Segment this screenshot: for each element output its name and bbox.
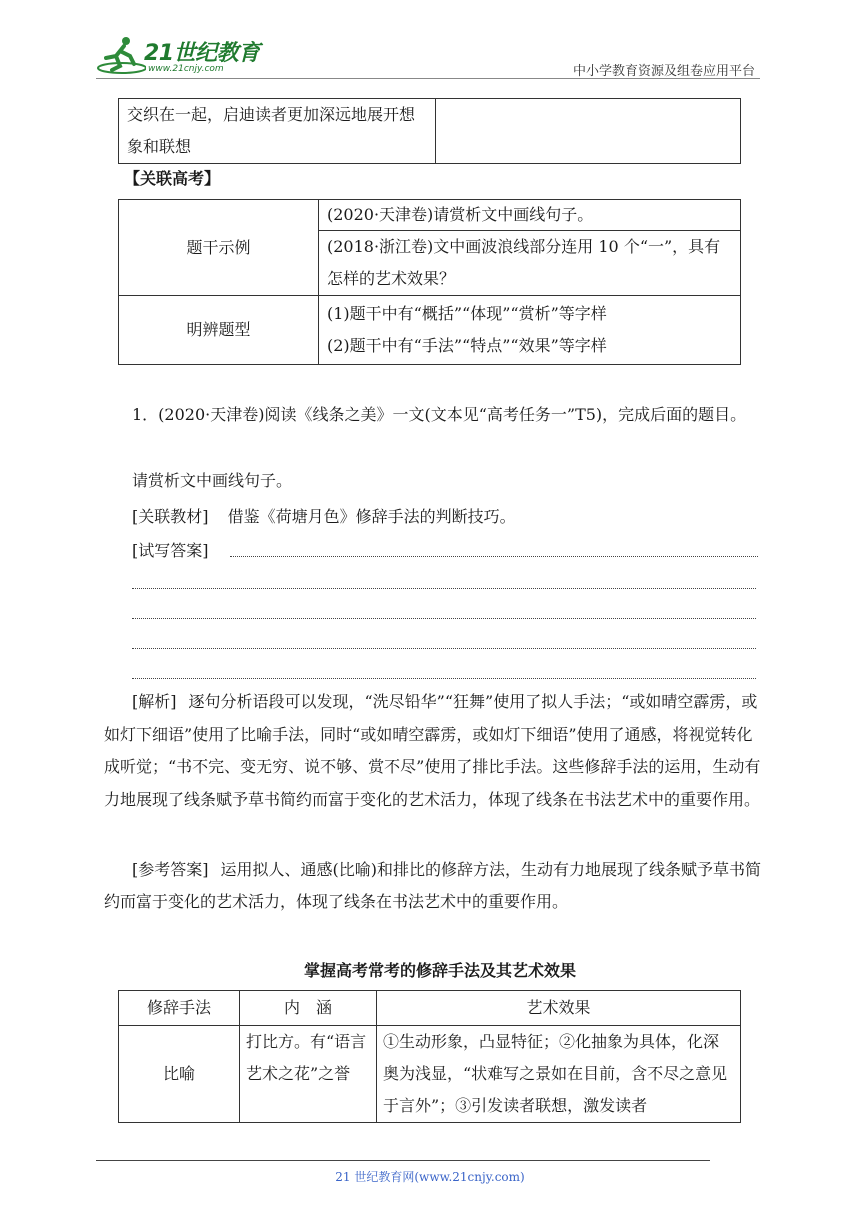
- continued-table: [118, 98, 741, 164]
- answer-line-1[interactable]: [230, 556, 758, 557]
- label-question-type: [119, 296, 319, 365]
- header-effect: 艺术效果: [377, 991, 741, 1026]
- answer-line-4[interactable]: [132, 648, 756, 649]
- header-device: 修辞手法: [119, 991, 240, 1026]
- question-type-cell: [319, 296, 741, 365]
- continued-cell-right: [436, 99, 741, 164]
- question-prompt: 请赏析文中画线句子。: [132, 471, 293, 490]
- effect-metaphor: ①生动形象，凸显特征；②化抽象为具体，化深奥为浅显，“状难写之景如在目前，含不尽之意见于言外”；③引发读者联想，激发读者: [377, 1026, 741, 1123]
- header-divider: [96, 78, 760, 79]
- label-stem-examples-text: 题干示例: [186, 237, 251, 257]
- footer-divider: [96, 1160, 710, 1161]
- label-stem-examples: [119, 200, 319, 296]
- question-type-2: (2)题干中有“手法”“特点”“效果”等字样: [327, 336, 607, 355]
- site-logo: [96, 34, 266, 80]
- reference-text: 运用拟人、通感(比喻)和排比的修辞方法，生动有力地展现了线条赋予草书简约而富于变化的艺术活力，体现了线条在书法艺术中的重要作用。: [104, 860, 761, 911]
- answer-line-5[interactable]: [132, 678, 756, 679]
- relate-table: [118, 199, 741, 365]
- rhetoric-table-title: 掌握高考常考的修辞手法及其艺术效果: [303, 961, 576, 980]
- stem-example-1: (2020·天津卷)请赏析文中画线句子。: [319, 200, 741, 231]
- logo-url-text: www.21cnjy.com: [148, 64, 224, 74]
- textbook-label: [关联教材]: [132, 507, 209, 526]
- continued-cell-left: 交织在一起，启迪读者更加深远地展开想象和联想: [119, 99, 436, 164]
- device-metaphor: 比喻: [119, 1026, 240, 1123]
- answer-line-2[interactable]: [132, 588, 756, 589]
- stem-example-2: (2018·浙江卷)文中画波浪线部分连用 10 个“一”，具有怎样的艺术效果？: [319, 231, 741, 296]
- textbook-text: 借鉴《荷塘月色》修辞手法的判断技巧。: [227, 507, 516, 526]
- runner-logo-icon: [96, 34, 146, 78]
- logo-main-text: 21世纪教育: [144, 41, 260, 66]
- header-meaning: 内 涵: [240, 991, 377, 1026]
- analysis-label: [解析]: [132, 692, 177, 711]
- section-relate-heading: 【关联高考】: [124, 169, 221, 188]
- reference-label: [参考答案]: [132, 860, 209, 879]
- meaning-metaphor: 打比方。有“语言艺术之花”之誉: [240, 1026, 377, 1123]
- label-question-type-text: 明辨题型: [186, 320, 251, 339]
- reference-paragraph: [104, 854, 764, 918]
- answer-line-3[interactable]: [132, 618, 756, 619]
- footer-text[interactable]: 21 世纪教育网(www.21cnjy.com): [335, 1170, 525, 1184]
- analysis-text: 逐句分析语段可以发现，“洗尽铅华”“狂舞”使用了拟人手法；“或如晴空霹雳，或如灯下细语”使用了比喻手法，同时“或如晴空霹雳，或如灯下细语”使用了通感，将视觉转化成听觉；“书不完、变无穷、说不够、赏不尽”使用了排比手法。这些修辞手法的运用，生动有力地展现了线条赋予草书简约而富于变化的艺术活力，体现了线条在书法艺术中的重要作用。: [104, 692, 761, 809]
- textbook-line: [132, 502, 516, 532]
- header-tagline: 中小学教育资源及组卷应用平台: [572, 64, 755, 79]
- answer-label: [试写答案]: [132, 541, 209, 560]
- question-type-1: (1)题干中有“概括”“体现”“赏析”等字样: [327, 304, 607, 323]
- rhetoric-table: [118, 990, 741, 1123]
- question-stem: 1．(2020·天津卷)阅读《线条之美》一文(文本见“高考任务一”T5)，完成后面的题目。: [132, 405, 747, 424]
- analysis-paragraph: [104, 686, 764, 816]
